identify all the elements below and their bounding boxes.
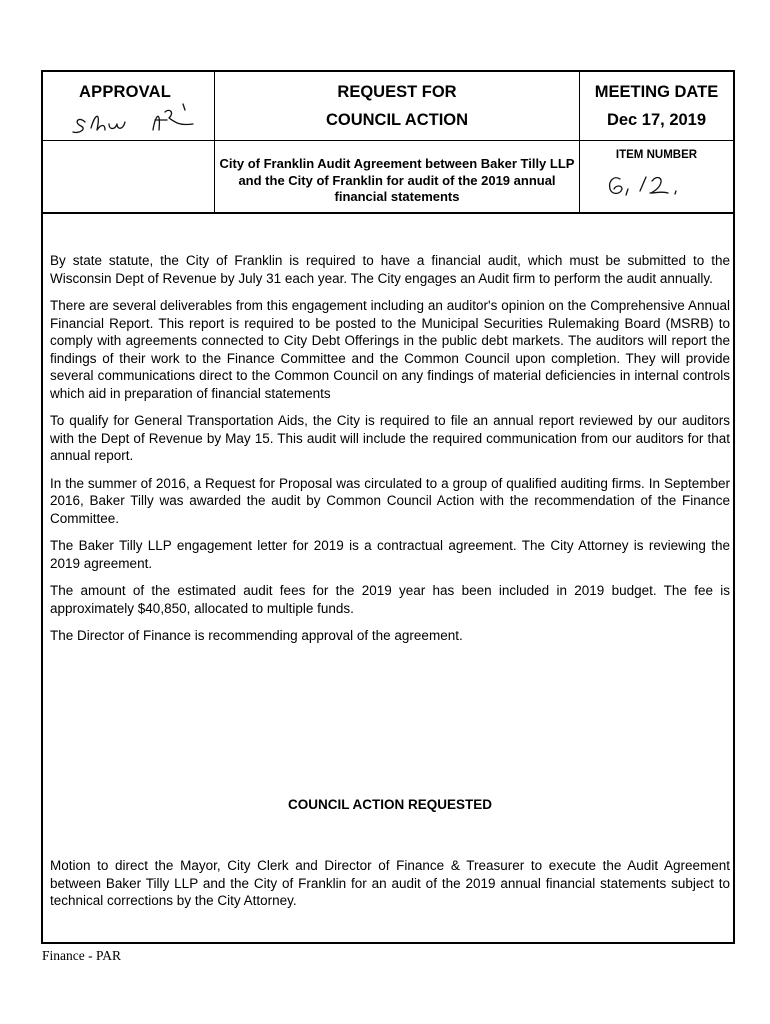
body-paragraph: The Director of Finance is recommending approval of the agreement. bbox=[50, 628, 463, 643]
body-paragraph: By state statute, the City of Franklin is required to have a financial audit, which must be submitted to the Wisconsin Dept of Revenue by July 31 each year. The City engages an Audit firm to perform the audit annually. bbox=[50, 253, 730, 286]
body-paragraph: There are several deliverables from this engagement including an auditor's opinion on the Comprehensive Annual Financial Report. This report is required to be posted to the Municipal Securities Rulemaking Board (MSRB) to comply with agreements connected to City Debt Offerings in the public debt markets. The auditors will report the findings of their work to the Finance Committee and the Common Council upon completion. They will provide several communications direct to the Common Council on any findings of material deficiencies in internal controls which aid in preparation of financial statements bbox=[50, 298, 730, 401]
body-paragraph: The Baker Tilly LLP engagement letter for 2019 is a contractual agreement. The City Attorney is reviewing the 2019 agreement. bbox=[50, 538, 730, 571]
council-action-title: COUNCIL ACTION REQUESTED bbox=[287, 797, 492, 812]
empty-cell bbox=[43, 141, 214, 212]
motion-text: Motion to direct the Mayor, City Clerk and Director of Finance & Treasurer to execute the Audit Agreement between Baker Tilly LLP and the City of Franklin for an audit of the 2019 annual financial statements subject to technical corrections by the City Attorney. bbox=[50, 858, 730, 908]
meeting-date-value: Dec 17, 2019 bbox=[606, 111, 707, 129]
body-paragraph: To qualify for General Transportation Aids, the City is required to file an annual report reviewed by our auditors with the Dept of Revenue by May 15. This audit will include the required communication from our auditors for that annual report. bbox=[50, 413, 730, 463]
form-header bbox=[43, 72, 733, 214]
item-number-label: ITEM NUMBER bbox=[615, 149, 698, 161]
item-number-cell bbox=[580, 141, 733, 212]
request-title-line2: COUNCIL ACTION bbox=[325, 111, 469, 129]
meeting-date-label: MEETING DATE bbox=[594, 83, 719, 101]
subject-cell bbox=[214, 141, 580, 212]
item-number-handwritten bbox=[580, 163, 733, 203]
approval-cell bbox=[43, 72, 214, 141]
request-title-cell bbox=[214, 72, 580, 141]
request-form bbox=[41, 70, 735, 944]
request-title-line1: REQUEST FOR bbox=[337, 83, 457, 101]
body-paragraph: In the summer of 2016, a Request for Proposal was circulated to a group of qualified auditing firms. In September 2016, Baker Tilly was awarded the audit by Common Council Action with the recommendation of the Finance Committee. bbox=[50, 475, 730, 526]
footer-label: Finance - PAR bbox=[42, 948, 122, 963]
meeting-date-cell bbox=[580, 72, 733, 141]
body-text bbox=[50, 252, 730, 655]
body-paragraph: The amount of the estimated audit fees for the 2019 year has been included in 2019 budget. The fee is approximately $40,850, allocated to multiple funds. bbox=[50, 583, 730, 616]
approval-initials-signature bbox=[43, 100, 214, 136]
subject-text: City of Franklin Audit Agreement between Baker Tilly LLP and the City of Franklin for audit of the 2019 annual financial statements bbox=[219, 156, 575, 204]
approval-label: APPROVAL bbox=[79, 83, 172, 101]
